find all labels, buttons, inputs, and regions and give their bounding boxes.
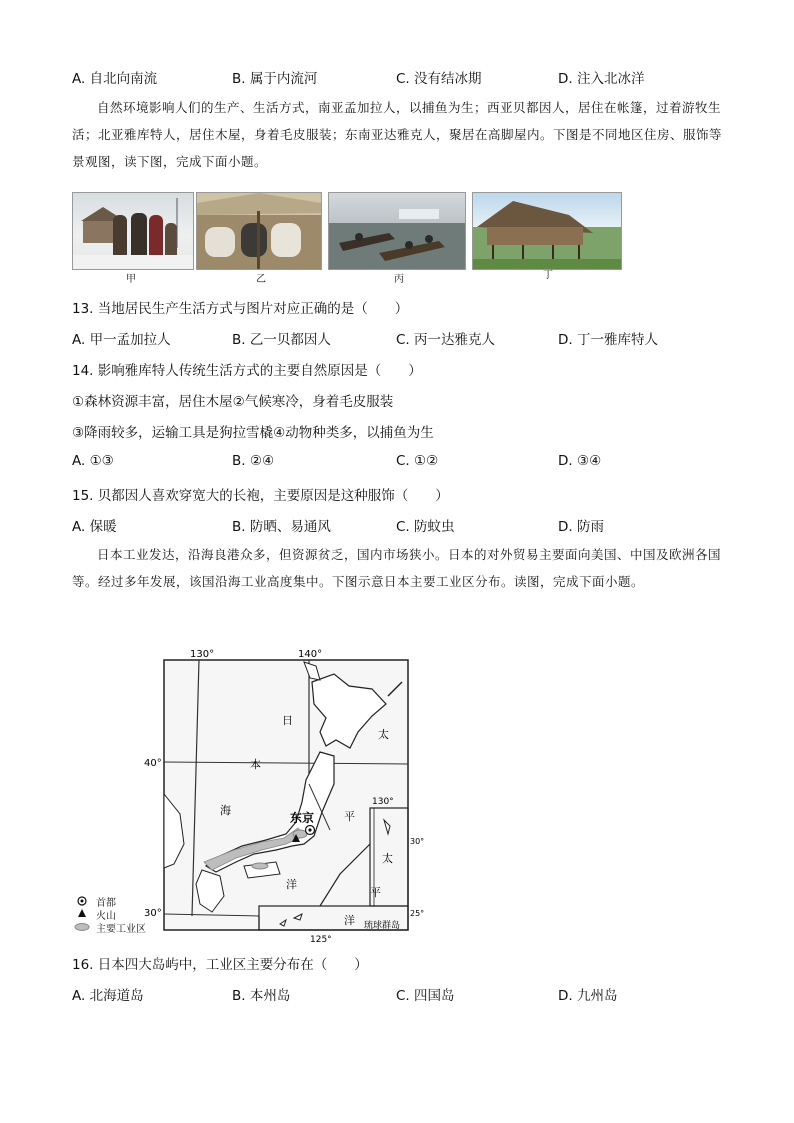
passage-japan-industry: 日本工业发达，沿海良港众多，但资源贫乏，国内市场狭小。日本的对外贸易主要面向美国、中国及欧洲各国等。经过多年发展，该国沿海工业高度集中。下图示意日本主要工业区分布。读图，完成下面小题。	[72, 547, 722, 589]
inset-ocean-char-tai: 太	[382, 852, 393, 865]
inset-ocean-char-ping: 平	[370, 886, 381, 899]
photo-yi	[196, 192, 322, 270]
inset-label-130: 130°	[372, 797, 394, 807]
q13-option-d: D. 丁一雅库特人	[558, 332, 658, 348]
q16-option-a: A. 北海道岛	[72, 988, 144, 1004]
photo-ding-image	[473, 193, 621, 269]
q14-option-d: D. ③④	[558, 453, 602, 469]
q14-option-a: A. ①③	[72, 453, 114, 469]
passage-people-environment: 自然环境影响人们的生产、生活方式，南亚孟加拉人，以捕鱼为生；西亚贝都因人，居住在帐篷，过着游牧生活；北亚雅库特人，居住木屋，身着毛皮服装；东南亚达雅克人，聚居在高脚屋内。下图是不同地区住房、服饰等景观图，读下图，完成下面小题。	[72, 100, 723, 169]
q14-option-b: B. ②④	[232, 453, 275, 469]
q15-option-a: A. 保暖	[72, 519, 117, 535]
q14-statement-line2: ③降雨较多，运输工具是狗拉雪橇④动物种类多，以捕鱼为生	[72, 425, 434, 441]
q14-option-c: C. ①②	[396, 453, 439, 469]
ocean-char-yang: 洋	[286, 878, 297, 891]
sea-char-ri: 日	[282, 714, 293, 727]
inset-label-30: 30°	[410, 837, 425, 846]
sea-char-ben: 本	[250, 758, 261, 771]
inset-ocean-char-yang: 洋	[344, 914, 355, 927]
legend-industrial-zone: 主要工业区	[96, 924, 146, 935]
ocean-char-ping: 平	[344, 810, 355, 823]
q13-option-a: A. 甲一孟加拉人	[72, 332, 171, 348]
q14-statement-line1: ①森林资源丰富，居住木屋②气候寒冷，身着毛皮服装	[72, 394, 394, 410]
q16-stem: 16. 日本四大岛屿中，工业区主要分布在（ ）	[72, 957, 368, 973]
q12-option-a: A. 自北向南流	[72, 71, 158, 87]
lat-label-40: 40°	[144, 758, 162, 769]
inset-label-125: 125°	[310, 935, 332, 945]
lon-label-140: 140°	[298, 649, 323, 660]
legend-symbols	[74, 895, 94, 935]
photo-jia	[72, 192, 194, 270]
capital-label: 东京	[290, 811, 315, 825]
legend-capital: 首都	[96, 898, 116, 909]
q16-option-d: D. 九州岛	[558, 988, 618, 1004]
photo-ding	[472, 192, 622, 270]
ryukyu-inset-title: 琉球群岛	[364, 921, 401, 931]
photo-bing	[328, 192, 466, 270]
q15-option-c: C. 防蚊虫	[396, 519, 455, 535]
lon-label-130: 130°	[190, 649, 215, 660]
q15-option-b: B. 防晒、易通风	[232, 519, 331, 535]
sea-char-hai: 海	[220, 804, 231, 817]
legend-volcano: 火山	[96, 911, 116, 922]
q12-option-c: C. 没有结冰期	[396, 71, 482, 87]
q13-option-c: C. 丙一达雅克人	[396, 332, 496, 348]
lat-label-30: 30°	[144, 908, 162, 919]
q16-option-b: B. 本州岛	[232, 988, 291, 1004]
photo-jia-image	[73, 193, 193, 269]
photo-yi-image	[197, 193, 321, 269]
japan-industry-map	[144, 644, 425, 945]
q15-stem: 15. 贝都因人喜欢穿宽大的长袍，主要原因是这种服饰（ ）	[72, 488, 449, 504]
q13-stem: 13. 当地居民生产生活方式与图片对应正确的是（ ）	[72, 301, 409, 317]
q12-option-b: B. 属于内流河	[232, 71, 318, 87]
inset-label-25: 25°	[410, 909, 425, 918]
caption-bing: 丙	[394, 274, 404, 285]
ocean-char-tai: 太	[378, 728, 389, 741]
q14-stem: 14. 影响雅库特人传统生活方式的主要自然原因是（ ）	[72, 363, 422, 379]
q13-option-b: B. 乙一贝都因人	[232, 332, 331, 348]
q12-option-d: D. 注入北冰洋	[558, 71, 645, 87]
q16-option-c: C. 四国岛	[396, 988, 455, 1004]
caption-ding: 丁	[543, 270, 553, 281]
caption-yi: 乙	[256, 274, 266, 285]
caption-jia: 甲	[126, 274, 136, 285]
q15-option-d: D. 防雨	[558, 519, 604, 535]
photo-bing-image	[329, 193, 465, 269]
